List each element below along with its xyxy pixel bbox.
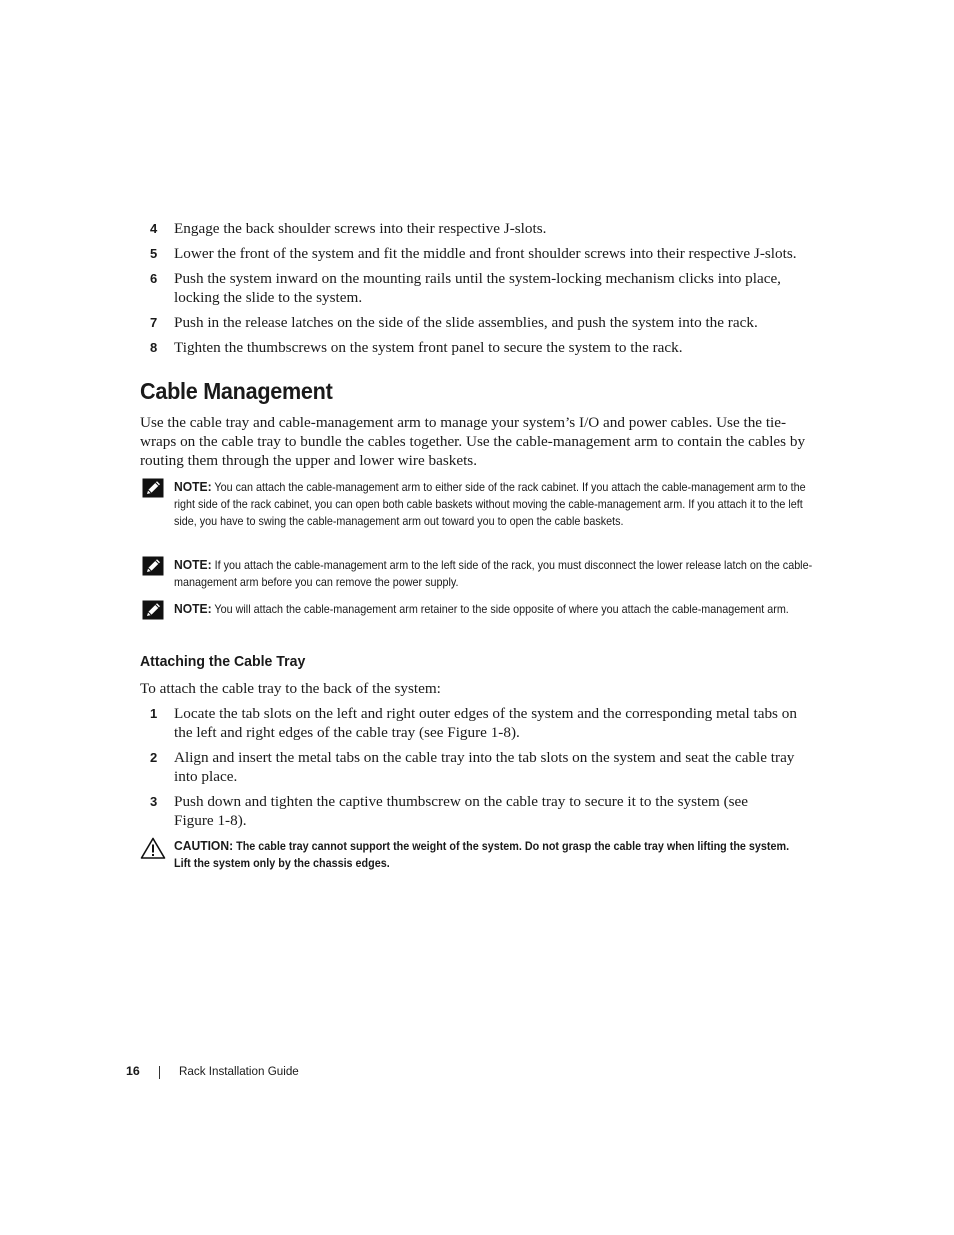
note-text-3 (174, 600, 816, 618)
caution-block (140, 837, 800, 872)
note-label: NOTE: (174, 479, 212, 494)
note-label: NOTE: (174, 601, 212, 616)
list-item (140, 244, 820, 263)
section-title: Cable Management (140, 378, 333, 404)
note-text-2 (174, 556, 816, 591)
step-text: Engage the back shoulder screws into their respective J-slots. (174, 220, 547, 237)
list-item (140, 792, 780, 830)
step-text: Push down and tighten the captive thumbscrew on the cable tray to secure it to the system (see Figure 1-8). (174, 793, 749, 829)
note-block (140, 600, 820, 618)
step-text: Align and insert the metal tabs on the cable tray into the tab slots on the system and seat the cable tray into place. (174, 749, 795, 785)
step-text: Tighten the thumbscrews on the system front panel to secure the system to the rack. (174, 339, 683, 356)
step-number: 4 (150, 221, 158, 236)
caution-text (174, 837, 806, 872)
list-item (140, 748, 820, 786)
note-body: You can attach the cable-management arm to either side of the rack cabinet. If you attach the cable-management arm to the right side of the rack cabinet, you can open both cable baskets without moving the cable-management arm. If you attach it to the left side, you have to swing the cable-management arm out toward you to open the cable baskets. (174, 481, 806, 528)
step-text: Lower the front of the system and fit the middle and front shoulder screws into their respective J-slots. (174, 245, 797, 262)
note-block (140, 556, 820, 591)
step-number: 2 (150, 750, 158, 765)
footer-divider (159, 1066, 160, 1079)
step-number: 3 (150, 794, 158, 809)
list-item (140, 313, 820, 332)
section-intro: Use the cable tray and cable-management arm to manage your system’s I/O and power cables. Use the tie-wraps on the cable tray to bundle the cables together. Use the cable-management arm to contain the cables by routing them through the upper and lower wire baskets. (140, 414, 806, 469)
list-item (140, 269, 810, 307)
note-body: If you attach the cable-management arm to the left side of the rack, you must disconnect the lower release latch on the cable-management arm before you can remove the power supply. (174, 559, 813, 589)
step-number: 8 (150, 340, 158, 355)
step-text: Push the system inward on the mounting rails until the system-locking mechanism clicks into place, locking the slide to the system. (174, 270, 781, 306)
caution-triangle-icon (140, 837, 166, 859)
step-number: 6 (150, 271, 158, 286)
note-body: You will attach the cable-management arm retainer to the side opposite of where you attach the cable-management arm. (214, 603, 789, 616)
step-number: 7 (150, 315, 158, 330)
note-pencil-icon (142, 478, 164, 498)
page-number: 16 (126, 1064, 140, 1078)
page-footer (0, 1061, 954, 1081)
caution-label: CAUTION: (174, 838, 234, 853)
note-label: NOTE: (174, 557, 212, 572)
note-pencil-icon (142, 600, 164, 620)
list-item (140, 219, 820, 238)
list-item (140, 338, 820, 357)
note-text-1 (174, 478, 816, 530)
subsection-intro: To attach the cable tray to the back of the system: (140, 680, 441, 697)
step-text: Locate the tab slots on the left and right outer edges of the system and the corresponding metal tabs on the left and right edges of the cable tray (see Figure 1-8). (174, 705, 797, 741)
step-number: 1 (150, 706, 158, 721)
subsection-title: Attaching the Cable Tray (140, 653, 306, 670)
note-pencil-icon (142, 556, 164, 576)
list-item (140, 704, 812, 742)
step-text: Push in the release latches on the side of the slide assemblies, and push the system into the rack. (174, 314, 758, 331)
step-number: 5 (150, 246, 158, 261)
note-block (140, 478, 820, 530)
caution-body: The cable tray cannot support the weight of the system. Do not grasp the cable tray when lifting the system. Lift the system only by the chassis edges. (174, 840, 790, 870)
document-title: Rack Installation Guide (179, 1064, 299, 1078)
